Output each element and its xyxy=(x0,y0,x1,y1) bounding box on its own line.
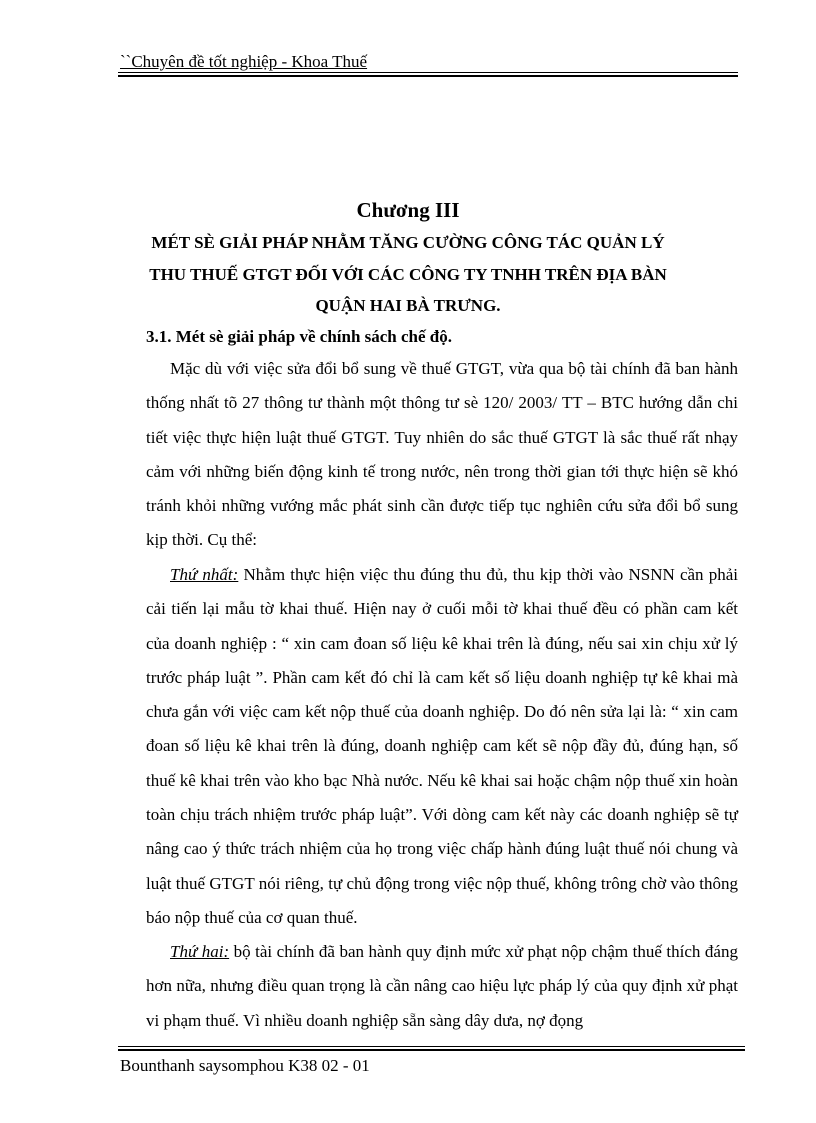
paragraph-2 xyxy=(146,558,738,935)
header-rule-thick xyxy=(118,75,738,77)
chapter-title: Chương III xyxy=(356,198,460,222)
paragraph-1-text: Mặc dù với việc sửa đổi bổ sung về thuế GTGT, vừa qua bộ tài chính đã ban hành thống nhất tõ 27 thông tư thành một thông tư sè 120/ 2003/ TT – BTC hướng dẫn chi tiết việc thực hiện luật thuế GTGT. Tuy nhiên do sắc thuế GTGT là sắc thuế rất nhạy cảm với những biến động kinh tế trong nước, nên trong thời gian tới thực hiện sẽ khó tránh khỏi những vướng mắc phát sinh cần được tiếp tục nghiên cứu sửa đổi bổ sung kịp thời. Cụ thể: xyxy=(146,359,738,550)
paragraph-2-text: Nhằm thực hiện việc thu đúng thu đủ, thu kịp thời vào NSNN cần phải cải tiến lại mẫu tờ khai thuế. Hiện nay ở cuối mỗi tờ khai thuế đều có phần cam kết của doanh nghiệp : “ xin cam đoan số liệu kê khai trên là đúng, nếu sai xin chịu xử lý trước pháp luật ”. Phần cam kết đó chỉ là cam kết số liệu doanh nghiệp tự kê khai mà chưa gắn với việc cam kết nộp thuế của doanh nghiệp. Do đó nên sửa lại là: “ xin cam đoan số liệu kê khai trên là đúng, doanh nghiệp cam kết sẽ nộp đầy đủ, đúng hạn, số thuế kê khai trên vào kho bạc Nhà nước. Nếu kê khai sai hoặc chậm nộp thuế xin hoàn toàn chịu trách nhiệm trước pháp luật”. Với dòng cam kết này các doanh nghiệp sẽ tự nâng cao ý thức trách nhiệm của họ trong việc chấp hành đúng luật thuế nói chung và luật thuế GTGT nói riêng, tự chủ động trong việc nộp thuế, không trông chờ vào thông báo nộp thuế của cơ quan thuế. xyxy=(146,565,738,927)
page-footer: Bounthanh saysomphou K38 02 - 01 xyxy=(120,1056,370,1075)
section-heading: 3.1. Mét sè giải pháp về chính sách chế độ. xyxy=(146,327,453,346)
footer-rule-thick xyxy=(118,1049,745,1051)
header-rule xyxy=(118,72,738,73)
paragraph-1 xyxy=(146,352,738,558)
paragraph-3-text: bộ tài chính đã ban hành quy định mức xử phạt nộp chậm thuế thích đáng hơn nữa, nhưng điều quan trọng là cần nâng cao hiệu lực pháp lý của quy định xử phạt vi phạm thuế. Vì nhiều doanh nghiệp sẵn sàng dây dưa, nợ đọng xyxy=(146,942,738,1030)
paragraph-2-lead: Thứ nhất: xyxy=(170,565,239,584)
page-header: ``Chuyên đề tốt nghiệp - Khoa Thuế xyxy=(120,52,368,71)
chapter-subtitle-line-2: THU THUẾ GTGT ĐỐI VỚI CÁC CÔNG TY TNHH TRÊN ĐỊA BÀN xyxy=(149,265,667,284)
paragraph-3-lead: Thứ hai: xyxy=(170,942,230,961)
paragraph-3 xyxy=(146,935,738,1038)
footer-rule xyxy=(118,1046,745,1047)
chapter-subtitle-line-1: MÉT SÈ GIẢI PHÁP NHẰM TĂNG CƯỜNG CÔNG TÁC QUẢN LÝ xyxy=(151,233,665,252)
chapter-subtitle-line-3: QUẬN HAI BÀ TRƯNG. xyxy=(315,296,501,315)
